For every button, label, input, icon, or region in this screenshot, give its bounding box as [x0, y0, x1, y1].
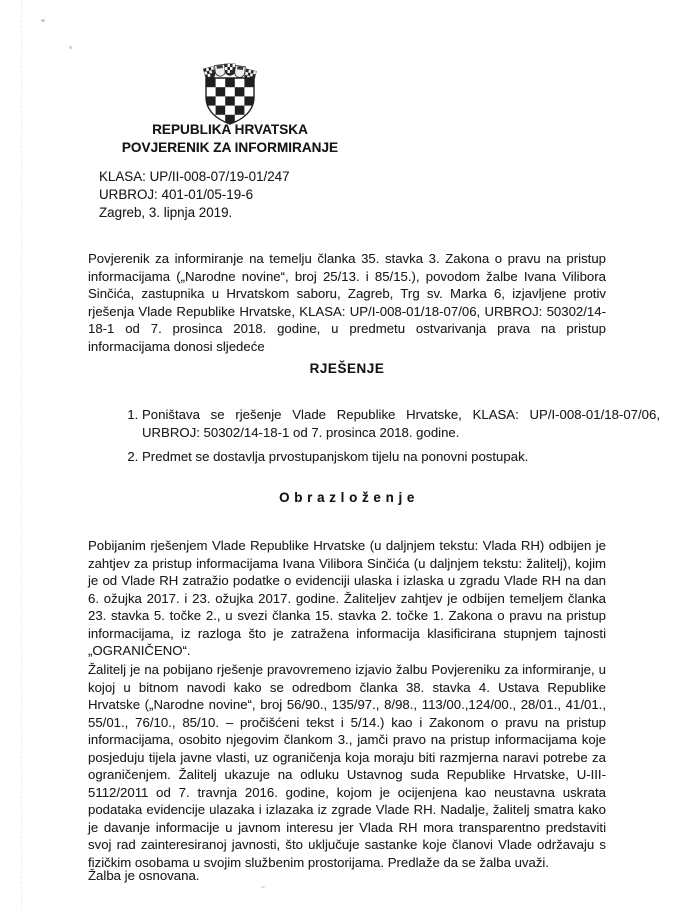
institution-line2: POVJERENIK ZA INFORMIRANJE: [121, 139, 339, 155]
scan-artifact: [69, 46, 72, 49]
decision-item: 2. Predmet se dostavlja prvostupanjskom tijelu na ponovni postupak.: [142, 448, 660, 466]
klasa-line: KLASA: UP/II-008-07/19-01/247: [99, 169, 290, 184]
closing-line: Žalba je osnovana.: [88, 868, 200, 883]
croatian-coat-of-arms-icon: [201, 61, 259, 125]
reference-block: [99, 168, 290, 222]
decision-item: 1. Poništava se rješenje Vlade Republike Hrvatske, KLASA: UP/I-008-01/18-07/06, URBROJ: 50302/14-18-1 od 7. prosinca 2018. godine.: [142, 406, 660, 441]
institution-name: [95, 121, 365, 156]
institution-line1: REPUBLIKA HRVATSKA: [152, 122, 308, 137]
explanation-heading: O b r a z l o ž e n j e: [279, 490, 415, 505]
scan-artifact: [41, 19, 45, 22]
body-paragraph: Pobijanim rješenjem Vlade Republike Hrvatske (u daljnjem tekstu: Vlada RH) odbijen je zahtjev za pristup informacijama Ivana Vilibora Sinčića (u daljnjem tekstu: žalitelj), kojim je od Vlade RH zatražio podatke o evidenciji ulaska i izlaska u zgradu Vlade RH na dan 6. ožujka 2017. i 23. ožujka 2017. godine. Žaliteljev zahtjev je odbijen temeljem članka 23. stavka 5. točke 2., u svezi članka 15. stavka 2. točke 1. Zakona o pravu na pristup informacijama, iz razloga što je zatražena informacija klasificirana stupnjem tajnosti „OGRANIČENO“.: [88, 538, 606, 658]
scan-artifact: [261, 886, 265, 888]
body-paragraph: Žalitelj je na pobijano rješenje pravovremeno izjavio žalbu Povjereniku za informiranje, u kojoj u bitnom navodi kako se odredbom članka 38. stavka 4. Ustava Republike Hrvatske („Narodne novine“, broj 56/90., 135/97., 8/98., 113/00.,124/00., 28/01., 41/01., 55/01., 76/10., 85/10. – pročišćeni tekst i 5/14.) kao i Zakonom o pravu na pristup informacijama, osobito njegovim člankom 3., jamči pravo na pristup informacijama koje posjeduju tijela javne vlasti, uz ograničenja koja moraju biti razmjerna naravi potrebe za ograničenjem. Žalitelj ukazuje na odluku Ustavnog suda Republike Hrvatske, U-III-5112/2011 od 7. travnja 2016. godine, kojom je ocijenjena kao neustavna uskrata podataka evidencije ulazaka i izlazaka iz zgrade Vlade RH. Nadalje, žalitelj smatra kako je davanje informacije u javnom interesu jer Vlada RH mora transparentno predstaviti svoj rad zainteresiranoj javnosti, što uključuje sastanke koje članovi Vlade održavaju s fizičkim osobama u svojim službenim prostorijama. Predlaže da se žalba uvaži.: [88, 662, 606, 870]
decision-heading: RJEŠENJE: [309, 361, 385, 376]
decision-list: [88, 406, 660, 473]
urbroj-line: URBROJ: 401-01/05-19-6: [99, 187, 254, 202]
intro-paragraph: Povjerenik za informiranje na temelju članka 35. stavka 3. Zakona o pravu na pristup informacijama („Narodne novine“, broj 25/13. i 85/15.), povodom žalbe Ivana Vilibora Sinčića, zastupnika u Hrvatskom saboru, Zagreb, Trg sv. Marka 6, izjavljene protiv rješenja Vlade Republike Hrvatske, KLASA: UP/I-008-01/18-07/06, URBROJ: 50302/14-18-1 od 7. prosinca 2018. godine, u predmetu ostvarivanja prava na pristup informacijama donosi sljedeće: [88, 251, 606, 354]
place-date-line: Zagreb, 3. lipnja 2019.: [99, 205, 233, 220]
scan-artifact-line: [21, 0, 22, 909]
